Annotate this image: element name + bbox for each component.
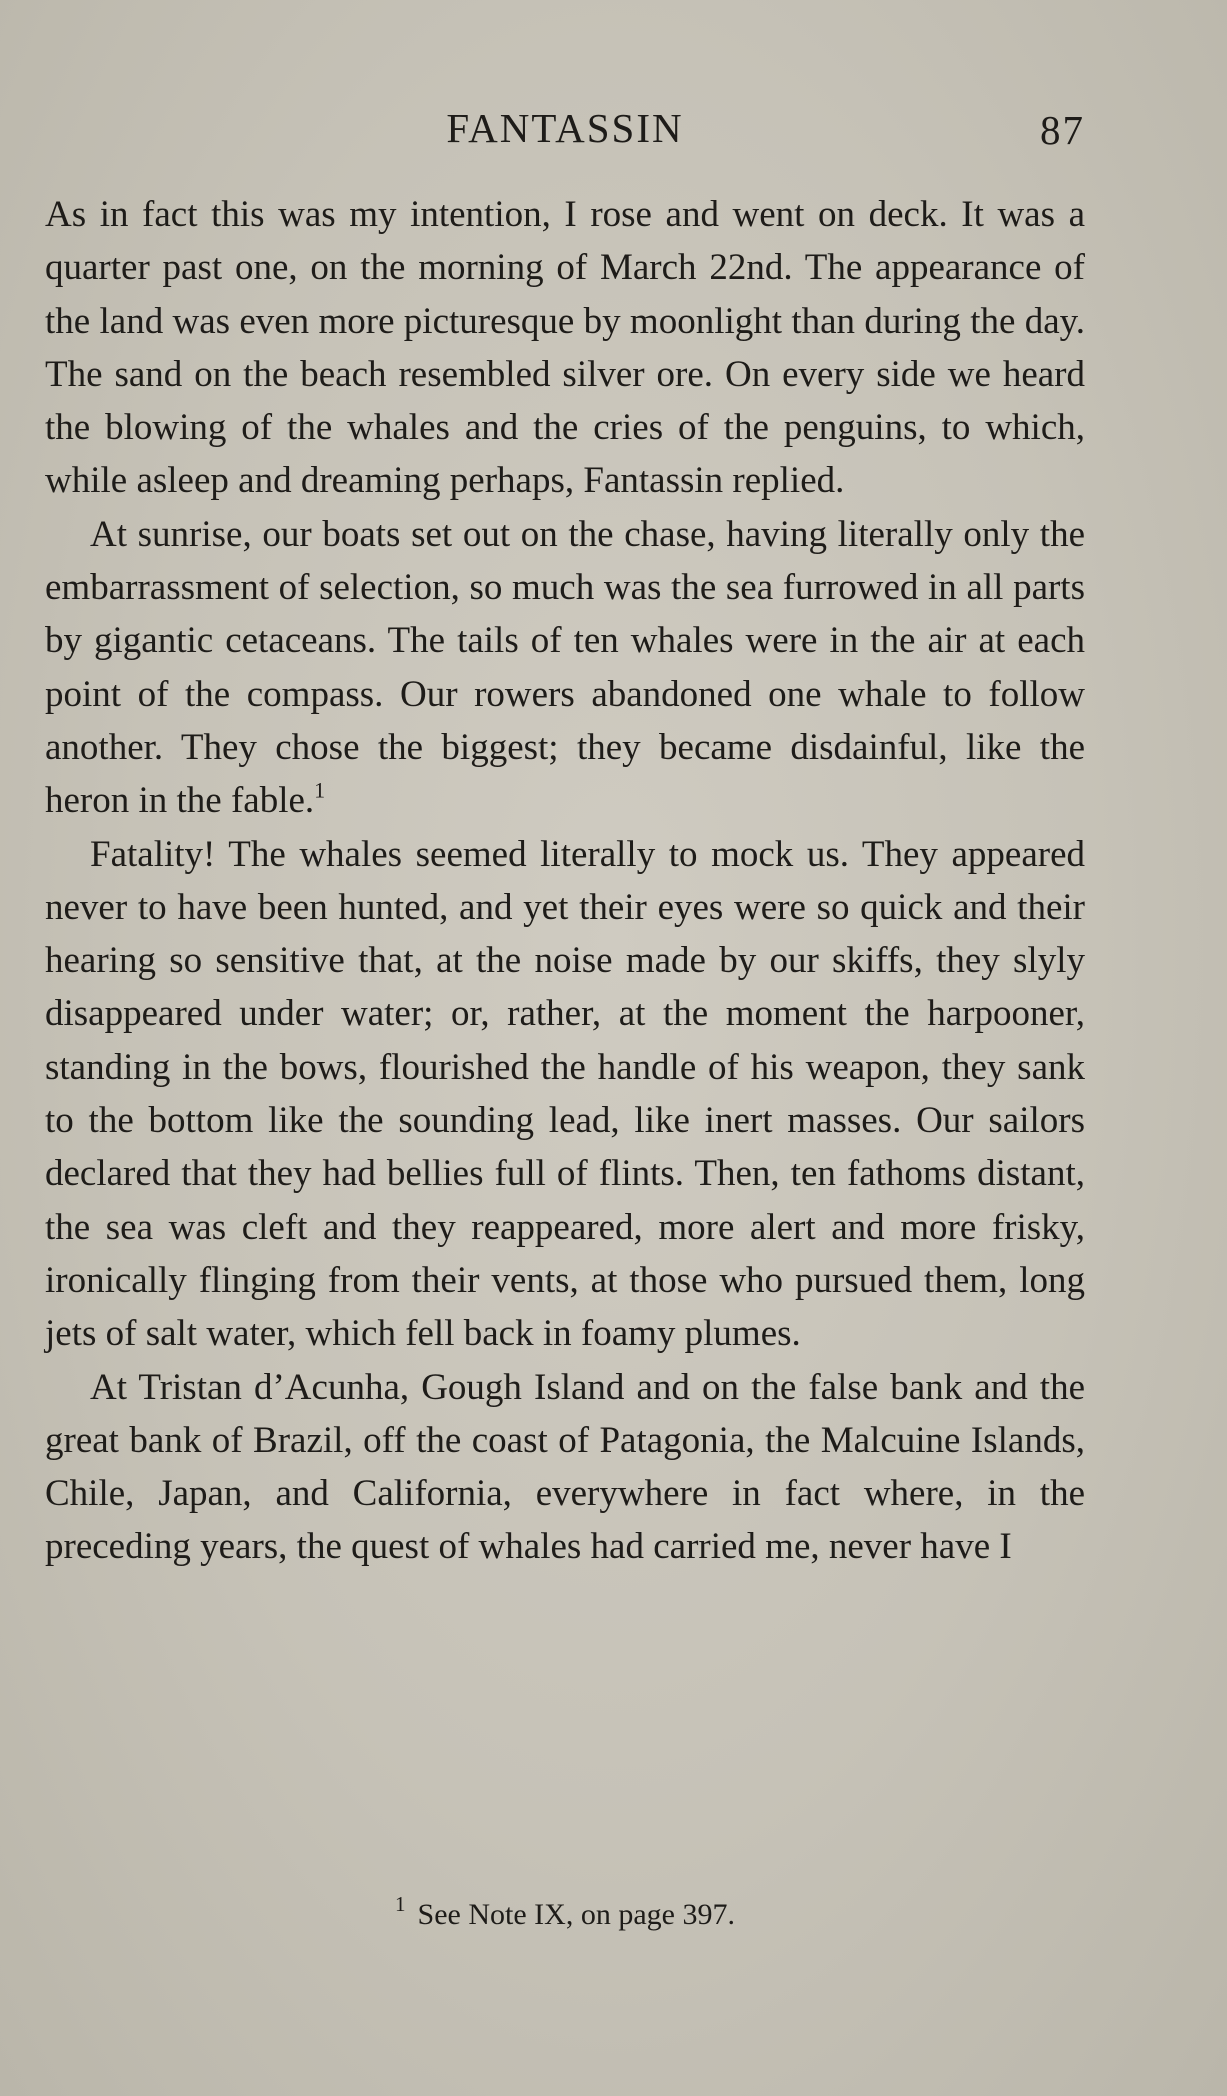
paragraph-4	[45, 1361, 1085, 1574]
running-head	[45, 100, 1085, 156]
paragraph-4-text: At Tristan d’Acunha, Gough Island and on the false bank and the great bank of Brazil, off the coast of Patagonia, the Malcuine Islands, Chile, Japan, and California, everywhere in fact where, in the preceding years, the quest of whales had carried me, never have I	[45, 1366, 1085, 1568]
paragraph-1	[45, 188, 1085, 508]
page-number: 87	[1040, 107, 1085, 153]
paragraph-2-text: At sunrise, our boats set out on the chase, having literally only the embarrassment of selection, so much was the sea furrowed in all parts by gigantic cetaceans. The tails of ten whales were in the air at each point of the compass. Our rowers abandoned one whale to follow another. They chose the biggest; they became disdainful, like the heron in the fable.	[45, 513, 1085, 822]
body-text	[45, 188, 1085, 1574]
footnote	[45, 1892, 1085, 1935]
paragraph-3-text: Fatality! The whales seemed literally to mock us. They appeared never to have been hunted, and yet their eyes were so quick and their hearing so sensitive that, at the noise made by our skiffs, they slyly disappeared under water; or, rather, at the moment the harpooner, standing in the bows, flourished the handle of his weapon, they sank to the bottom like the sounding lead, like inert masses. Our sailors declared that they had bellies full of flints. Then, ten fathoms distant, the sea was cleft and they reappeared, more alert and more frisky, ironically flinging from their vents, at those who pursued them, long jets of salt water, which fell back in foamy plumes.	[45, 833, 1085, 1355]
running-title: FANTASSIN	[446, 105, 684, 151]
footnote-number: 1	[395, 1892, 406, 1917]
paragraph-1-text: As in fact this was my intention, I rose and went on deck. It was a quarter past one, on the morning of March 22nd. The appearance of the land was even more picturesque by moonlight than during the day. The sand on the beach resembled silver ore. On every side we heard the blowing of the whales and the cries of the penguins, to which, while asleep and dreaming perhaps, Fantassin replied.	[45, 194, 1085, 502]
paragraph-2	[45, 508, 1085, 828]
footnote-text: See Note IX, on page 397.	[417, 1898, 735, 1931]
footnote-reference[interactable]: 1	[314, 777, 326, 803]
paragraph-3	[45, 828, 1085, 1361]
